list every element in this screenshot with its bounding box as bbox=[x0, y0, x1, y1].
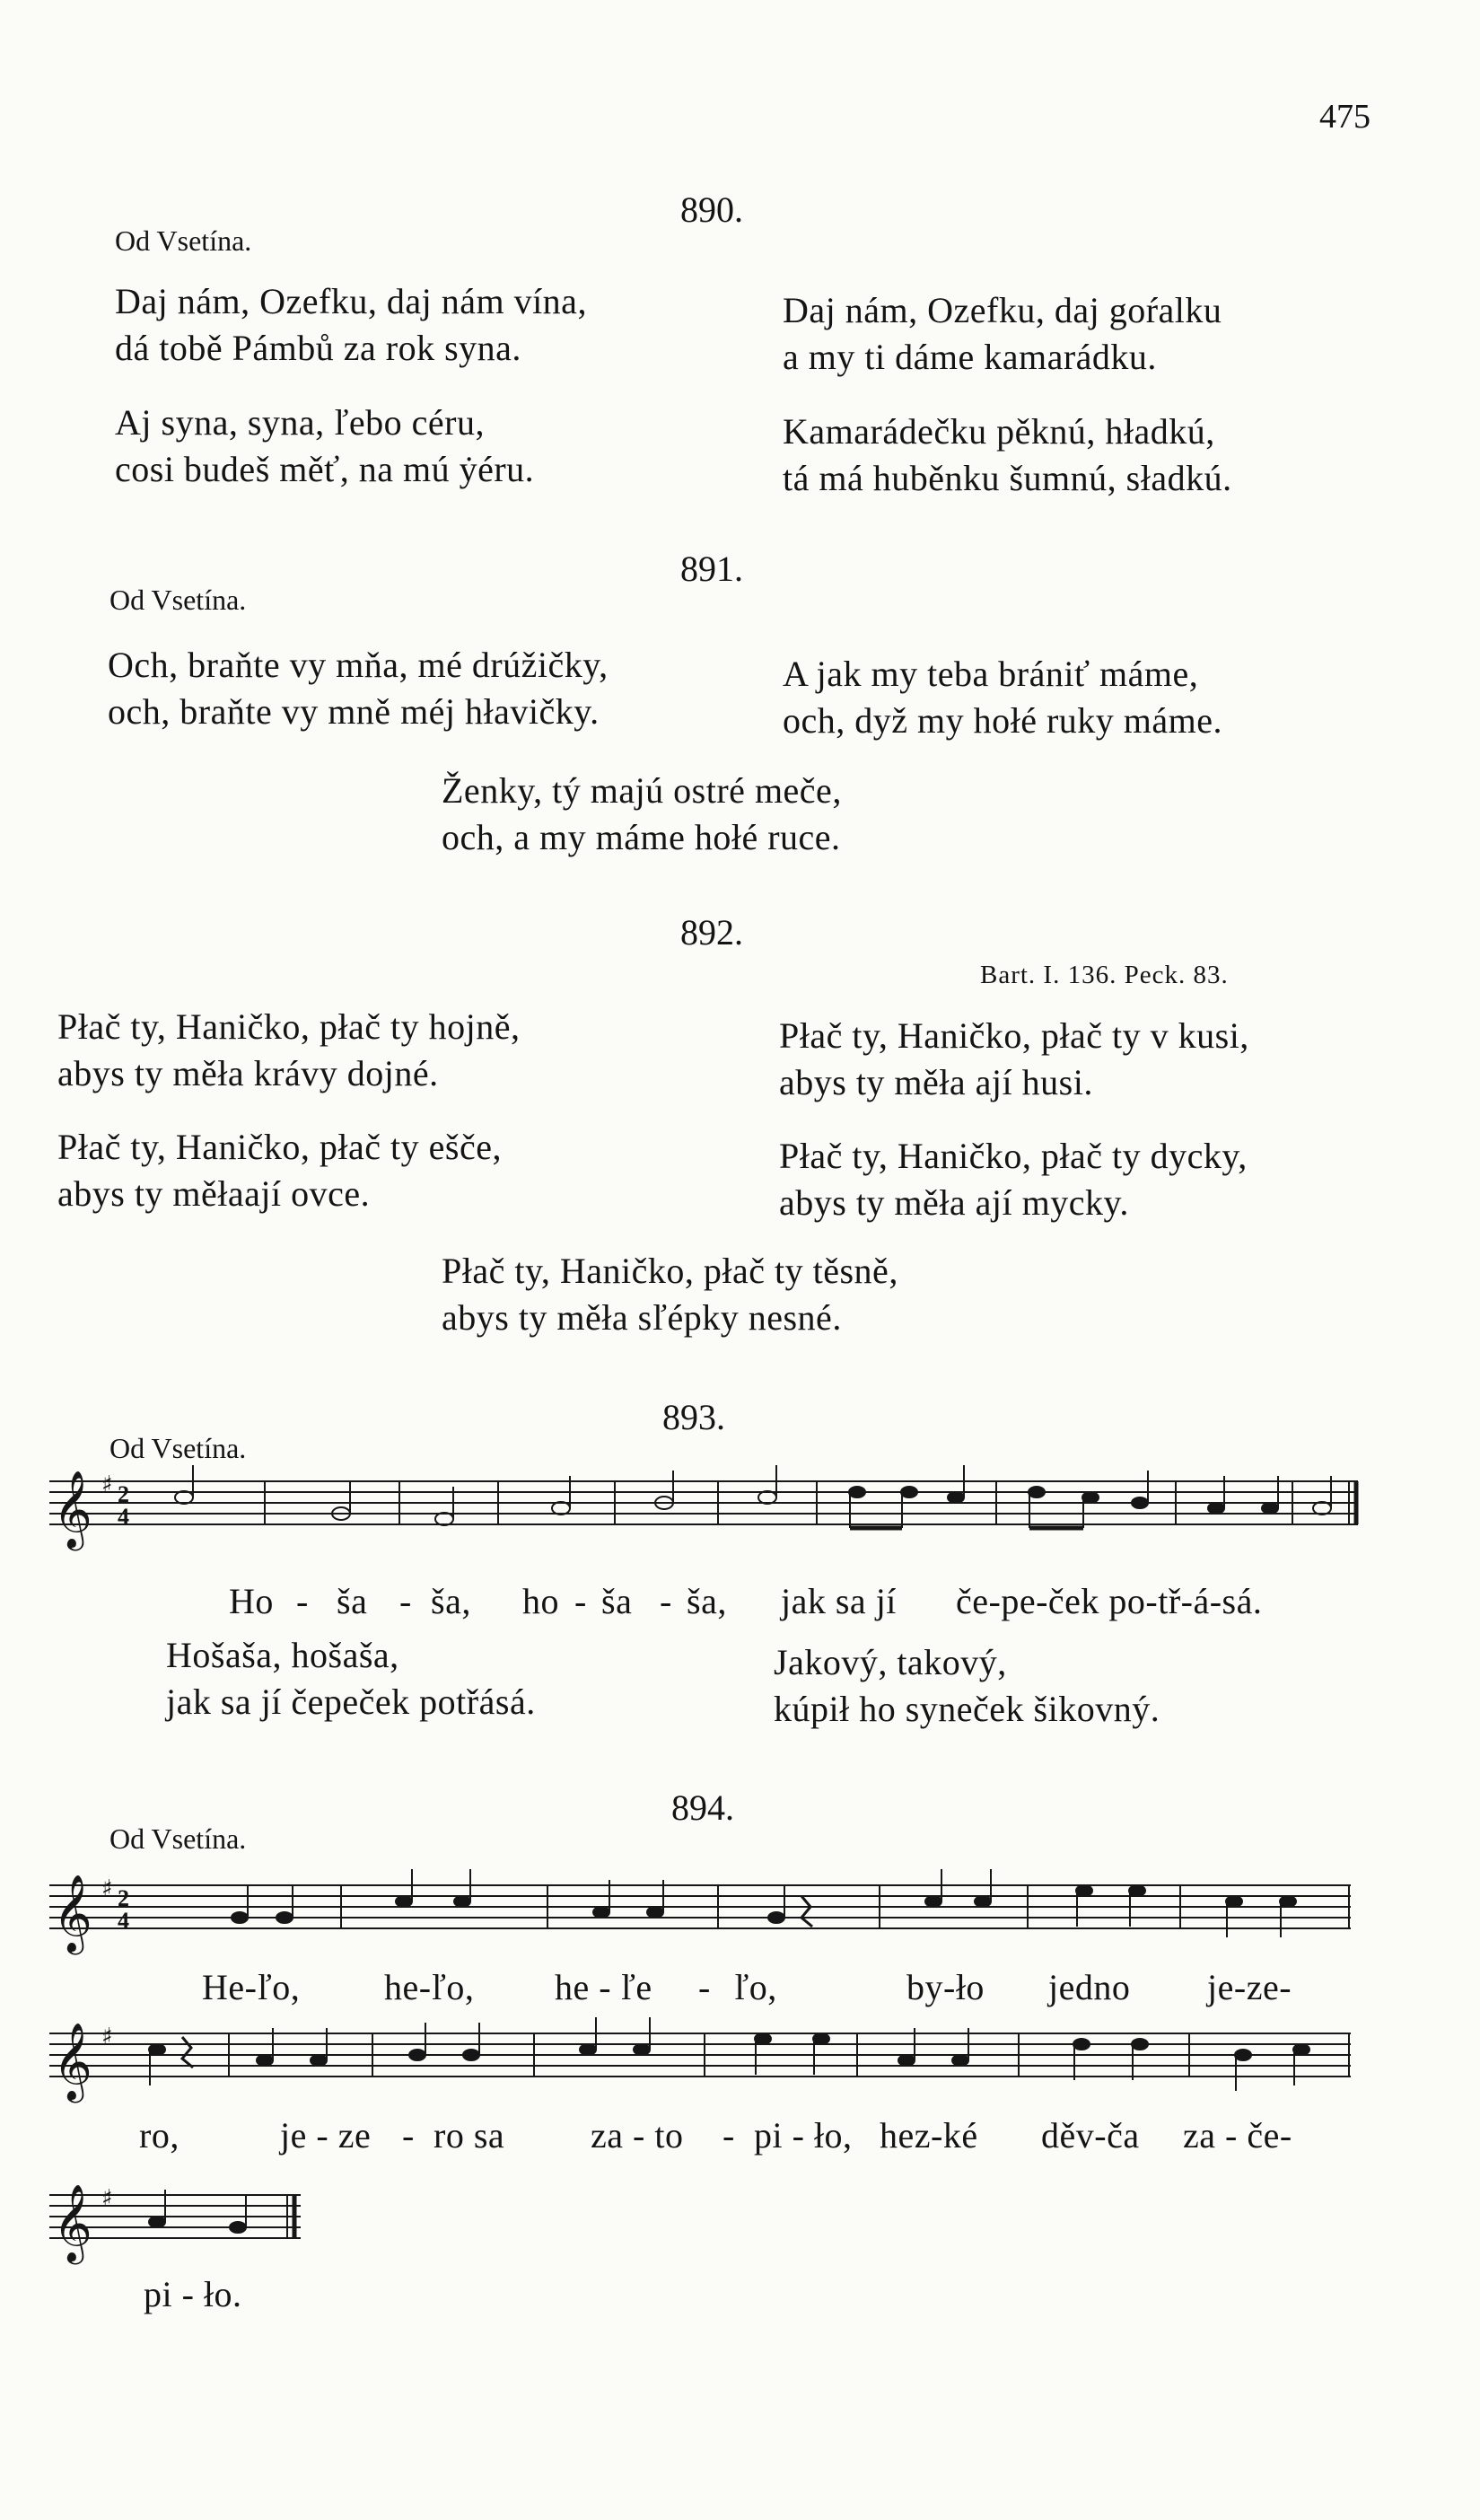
song-number-892: 892. bbox=[680, 912, 743, 953]
verse-line: dá tobě Pámbů za rok syna. bbox=[115, 328, 521, 368]
note-quarter bbox=[1132, 1497, 1148, 1508]
lyric-hyphen: - bbox=[296, 1581, 309, 1621]
song-number-891: 891. bbox=[680, 549, 743, 589]
song-891-center-stanza bbox=[442, 768, 842, 861]
verse-line: abys ty měła krávy dojné. bbox=[57, 1053, 439, 1093]
song-890-source: Od Vsetína. bbox=[115, 224, 252, 257]
verse-line: Płač ty, Haničko, płač ty hojně, bbox=[57, 1006, 521, 1047]
song-890-left-stanza-1 bbox=[115, 278, 587, 372]
lyric-syllable: ho bbox=[522, 1581, 559, 1621]
treble-clef-icon: 𝄞 bbox=[53, 2184, 92, 2261]
lyric-hyphen: - bbox=[722, 2115, 735, 2156]
verse-line: Daj nám, Ozefku, daj goŕalku bbox=[783, 290, 1222, 330]
lyric-syllable: hez-ké bbox=[880, 2115, 978, 2156]
note-quarter bbox=[1208, 1503, 1224, 1514]
song-892-left-stanza-2 bbox=[57, 1124, 502, 1217]
note-half bbox=[552, 1502, 570, 1515]
song-890-right-stanza-2 bbox=[783, 408, 1232, 502]
song-891-source: Od Vsetína. bbox=[109, 584, 247, 616]
verse-line: Och, braňte vy mňa, mé drúžičky, bbox=[108, 645, 609, 685]
lyric-syllable: če-pe-ček po-tř-á-sá. bbox=[956, 1581, 1263, 1621]
song-893-source: Od Vsetína. bbox=[109, 1432, 247, 1464]
song-number-894: 894. bbox=[671, 1787, 734, 1828]
note-half bbox=[1313, 1502, 1331, 1515]
key-signature-sharp-icon: ♯ bbox=[101, 2024, 113, 2050]
key-signature-sharp-icon: ♯ bbox=[101, 1875, 113, 1902]
treble-clef-icon: 𝄞 bbox=[53, 2023, 92, 2100]
song-890-left-stanza-2 bbox=[115, 400, 534, 493]
note-quarter bbox=[1262, 1503, 1278, 1514]
verse-line: Płač ty, Haničko, płač ty ešče, bbox=[57, 1127, 502, 1167]
note-half bbox=[758, 1491, 776, 1504]
lyric-syllable: by-ło bbox=[906, 1967, 985, 2007]
staff-lines bbox=[49, 2033, 1351, 2077]
verse-line: kúpił ho syneček šikovný. bbox=[774, 1689, 1160, 1729]
verse-line: Jakový, takový, bbox=[774, 1642, 1007, 1682]
lyric-syllable: pi - ło. bbox=[144, 2274, 242, 2314]
verse-line: Hošaša, hošaša, bbox=[166, 1635, 399, 1675]
verse-line: A jak my teba brániť máme, bbox=[783, 654, 1199, 694]
lyric-hyphen: - bbox=[698, 1967, 711, 2007]
verse-line: abys ty měła ají husi. bbox=[779, 1062, 1093, 1102]
time-signature-top: 2 bbox=[118, 1481, 129, 1507]
lyric-syllable: za - če- bbox=[1183, 2115, 1292, 2156]
music-staff-893 bbox=[49, 1472, 1369, 1562]
lyric-syllable: je - ze bbox=[280, 2115, 372, 2156]
verse-line: abys ty měła ají mycky. bbox=[779, 1182, 1129, 1223]
lyric-syllable: děv-ča bbox=[1041, 2115, 1140, 2156]
note-eighth bbox=[1029, 1487, 1045, 1497]
song-number-890: 890. bbox=[680, 189, 743, 230]
lyric-syllable: ro, bbox=[139, 2115, 180, 2156]
lyric-syllable: ša bbox=[601, 1581, 633, 1621]
lyric-syllable: ša, bbox=[687, 1581, 727, 1621]
lyric-syllable: He-ľo, bbox=[202, 1967, 301, 2007]
lyric-syllable: ľo, bbox=[734, 1967, 777, 2007]
lyric-syllable: ro sa bbox=[433, 2115, 505, 2156]
song-number-893: 893. bbox=[662, 1397, 725, 1437]
time-signature-bottom: 4 bbox=[118, 1908, 129, 1934]
time-signature-bottom: 4 bbox=[118, 1504, 129, 1530]
verse-line: och, braňte vy mně méj hłavičky. bbox=[108, 691, 600, 732]
verse-line: abys ty měła sľépky nesné. bbox=[442, 1297, 842, 1338]
song-893-right-stanza bbox=[774, 1639, 1160, 1733]
lyric-hyphen: - bbox=[402, 2115, 415, 2156]
lyric-syllable: za - to bbox=[591, 2115, 684, 2156]
note-quarter bbox=[948, 1492, 964, 1503]
song-894-source: Od Vsetína. bbox=[109, 1822, 247, 1855]
lyric-hyphen: - bbox=[574, 1581, 587, 1621]
verse-line: Ženky, tý majú ostré meče, bbox=[442, 770, 842, 811]
notes-894-1 bbox=[232, 1869, 1349, 1937]
time-signature-top: 2 bbox=[118, 1885, 129, 1911]
lyric-hyphen: - bbox=[660, 1581, 672, 1621]
verse-line: Płač ty, Haničko, płač ty dycky, bbox=[779, 1136, 1248, 1176]
song-892-center-stanza bbox=[442, 1248, 898, 1341]
lyric-syllable: je-ze- bbox=[1207, 1967, 1292, 2007]
note-half bbox=[175, 1491, 193, 1504]
music-staff-894-line-2 bbox=[49, 2024, 1369, 2114]
key-signature-sharp-icon: ♯ bbox=[101, 1471, 113, 1498]
lyric-syllable: ša, bbox=[431, 1581, 471, 1621]
verse-line: Daj nám, Ozefku, daj nám vína, bbox=[115, 281, 587, 321]
verse-line: och, a my máme hołé ruce. bbox=[442, 817, 841, 857]
verse-line: a my ti dáme kamarádku. bbox=[783, 337, 1157, 377]
staff-lines bbox=[49, 1481, 1358, 1524]
verse-line: och, dyž my hołé ruky máme. bbox=[783, 700, 1223, 741]
treble-clef-icon: 𝄞 bbox=[53, 1875, 92, 1952]
song-892-right-stanza-2 bbox=[779, 1133, 1248, 1226]
lyric-syllable: jak sa jí bbox=[781, 1581, 897, 1621]
song-892-right-stanza-1 bbox=[779, 1013, 1249, 1106]
verse-line: Aj syna, syna, ľebo céru, bbox=[115, 402, 485, 443]
song-891-right-stanza bbox=[783, 651, 1222, 744]
verse-line: jak sa jí čepeček potřásá. bbox=[166, 1681, 536, 1722]
song-891-left-stanza bbox=[108, 642, 609, 735]
verse-line: tá má huběnku šumnú, sładkú. bbox=[783, 458, 1232, 498]
notes-894-3 bbox=[149, 2190, 294, 2238]
notes-893 bbox=[175, 1465, 1356, 1528]
lyric-syllable: he-ľo, bbox=[384, 1967, 475, 2007]
verse-line: Płač ty, Haničko, płač ty těsně, bbox=[442, 1251, 898, 1291]
verse-line: Kamarádečku pěknú, hładkú, bbox=[783, 411, 1215, 452]
song-892-reference: Bart. I. 136. Peck. 83. bbox=[980, 961, 1229, 989]
note-half bbox=[435, 1513, 453, 1525]
treble-clef-icon: 𝄞 bbox=[53, 1471, 92, 1548]
verse-line: Płač ty, Haničko, płač ty v kusi, bbox=[779, 1015, 1249, 1056]
music-staff-894-line-1 bbox=[49, 1876, 1369, 1966]
song-890-right-stanza-1 bbox=[783, 287, 1222, 381]
note-eighth bbox=[901, 1487, 917, 1497]
lyric-syllable: he - ľe bbox=[555, 1967, 652, 2007]
key-signature-sharp-icon: ♯ bbox=[101, 2185, 113, 2212]
page-number: 475 bbox=[1319, 98, 1371, 136]
verse-line: abys ty měłaají ovce. bbox=[57, 1173, 371, 1214]
song-893-left-stanza bbox=[166, 1632, 536, 1725]
lyric-syllable: Ho bbox=[229, 1581, 274, 1621]
lyric-hyphen: - bbox=[399, 1581, 412, 1621]
note-eighth bbox=[1082, 1492, 1099, 1503]
note-eighth bbox=[849, 1487, 865, 1497]
song-892-left-stanza-1 bbox=[57, 1004, 521, 1097]
verse-line: cosi budeš měť, na mú ẏéru. bbox=[115, 449, 535, 489]
music-staff-894-line-3 bbox=[49, 2186, 319, 2276]
lyric-syllable: ša bbox=[337, 1581, 368, 1621]
lyric-syllable: jedno bbox=[1048, 1967, 1131, 2007]
lyric-syllable: pi - ło, bbox=[754, 2115, 853, 2156]
